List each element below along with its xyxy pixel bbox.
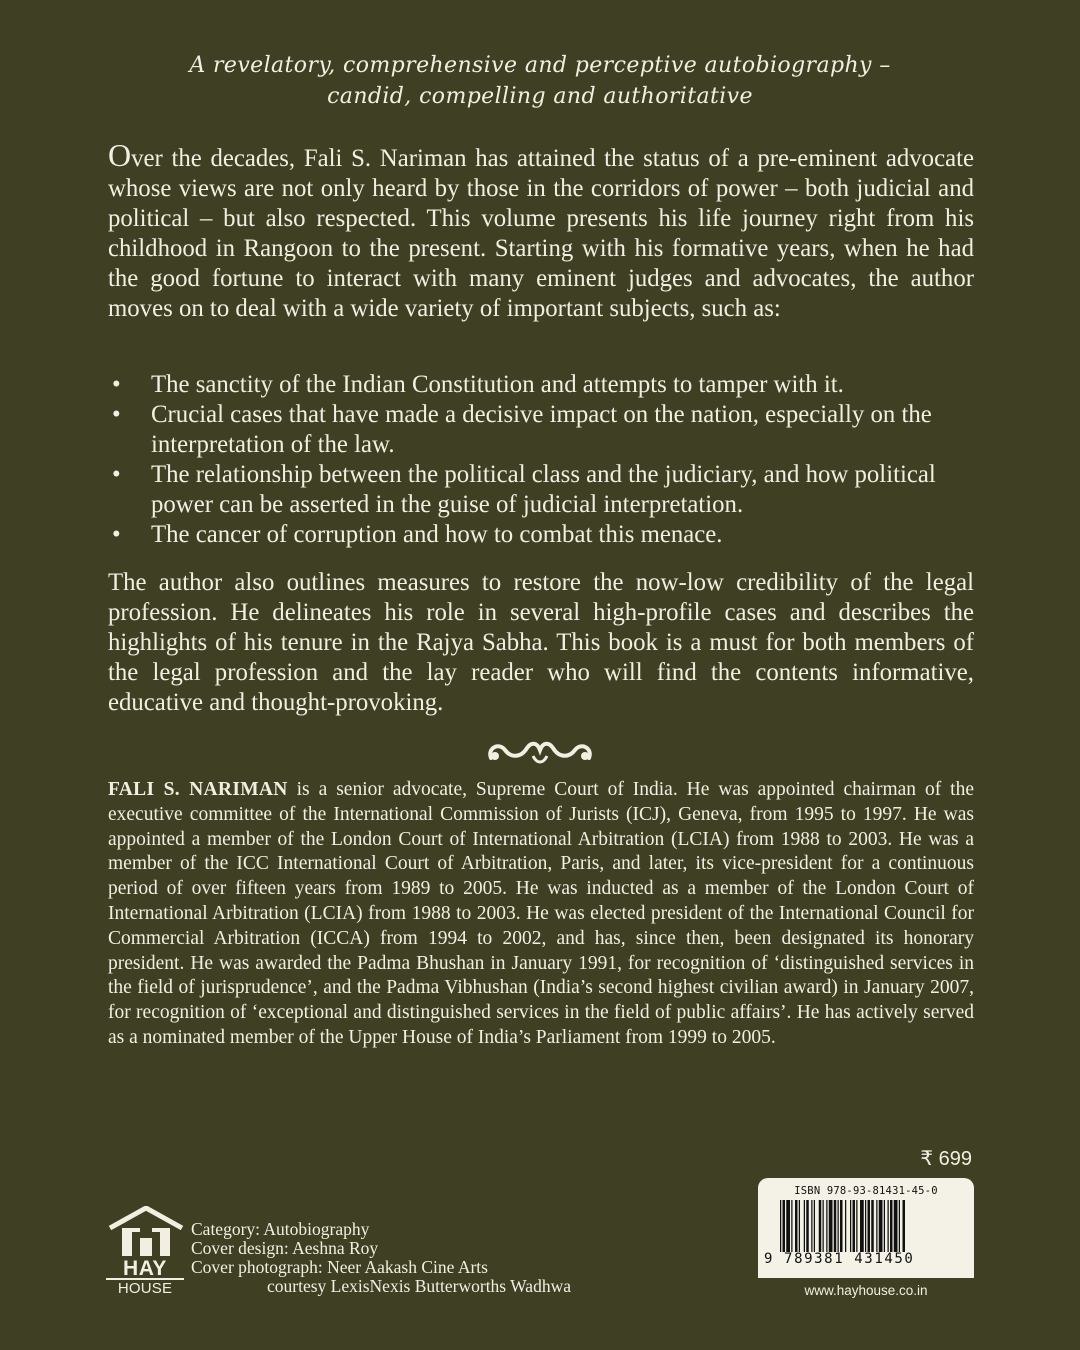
bullet-icon: • (112, 461, 121, 488)
drop-cap: O (108, 137, 132, 173)
tagline-line-2: candid, compelling and authoritative (327, 84, 753, 109)
list-item-text: The sanctity of the Indian Constitution and attempts to tamper with it. (151, 371, 844, 398)
house-icon (106, 1206, 186, 1262)
credit-cover-photo: Cover photograph: Neer Aakash Cine Arts (191, 1257, 488, 1277)
barcode-icon (780, 1200, 960, 1252)
list-item (108, 520, 974, 550)
bullet-icon: • (112, 521, 121, 548)
isbn-label: ISBN 978-93-81431-45-0 (794, 1185, 938, 1197)
logo-hay-text: HAY (123, 1257, 167, 1280)
outro-paragraph: The author also outlines measures to restore the now-low credibility of the legal profession. He delineates his role in several high-profile cases and describes the highlights of his tenure in the Rajya Sabha. This book is a must for both members of the legal profession and the lay reader who will find the contents informative, educative and thought-provoking. (108, 569, 974, 716)
author-bio (108, 778, 974, 1051)
list-item (108, 460, 974, 520)
credit-category: Category: Autobiography (191, 1219, 370, 1239)
list-item-text: The relationship between the political class and the judiciary, and how political power can be asserted in the guise of judicial interpretation. (151, 461, 936, 518)
credit-courtesy: courtesy LexisNexis Butterworths Wadhwa (267, 1276, 571, 1296)
tagline (0, 50, 1080, 112)
author-bio-text: is a senior advocate, Supreme Court of India. He was appointed chairman of the executive committee of the International Commission of Jurists (ICJ), Geneva, from 1995 to 1997. He was appointed a member of the London Court of International Arbitration (LCIA) from 1988 to 2003. He was a member of the ICC International Court of Arbitration, Paris, and later, its vice-president for a continuous period of over fifteen years from 1989 to 2005. He was inducted as a member of the London Court of International Arbitration (LCIA) from 1988 to 2003. He was elected president of the International Council for Commercial Arbitration (ICCA) from 1994 to 2002, and has, since then, been designated its honorary president. He was awarded the Padma Bhushan in January 1991, for recognition of ‘distinguished services in the field of jurisprudence’, and the Padma Vibhushan (India’s second highest civilian award) in January 2007, for recognition of ‘exceptional and distinguished services in the field of public affairs’. He has actively served as a nominated member of the Upper House of India’s Parliament from 1999 to 2005. (108, 779, 974, 1048)
list-item-text: Crucial cases that have made a decisive impact on the nation, especially on the interpretation of the law. (151, 401, 932, 458)
credits (191, 1220, 571, 1296)
price: ₹ 699 (920, 1148, 972, 1170)
intro-text: ver the decades, Fali S. Nariman has attained the status of a pre-eminent advocate whose views are not only heard by those in the corridors of power – both judicial and political – but also respected. This volume presents his life journey right from his childhood in Rangoon to the present. Starting with his formative years, when he had the good fortune to interact with many eminent judges and advocates, the author moves on to deal with a wide variety of important subjects, such as: (108, 145, 974, 322)
topic-list (108, 370, 974, 550)
publisher-logo (106, 1206, 186, 1298)
barcode-panel (758, 1178, 974, 1304)
author-name: FALI S. NARIMAN (108, 779, 288, 800)
list-item-text: The cancer of corruption and how to combat this menace. (151, 521, 723, 548)
list-item (108, 370, 974, 400)
bullet-icon: • (112, 371, 121, 398)
tagline-line-1: A revelatory, comprehensive and perceptive autobiography – (189, 53, 891, 78)
bullet-icon: • (112, 401, 121, 428)
logo-house-text: HOUSE (106, 1278, 184, 1298)
list-item (108, 400, 974, 460)
isbn-digits: 9 789381 431450 (764, 1251, 915, 1267)
credit-cover-design: Cover design: Aeshna Roy (191, 1238, 379, 1258)
flourish-ornament-icon (485, 734, 595, 770)
intro-paragraph (108, 137, 974, 324)
website: www.hayhouse.co.in (758, 1278, 974, 1304)
